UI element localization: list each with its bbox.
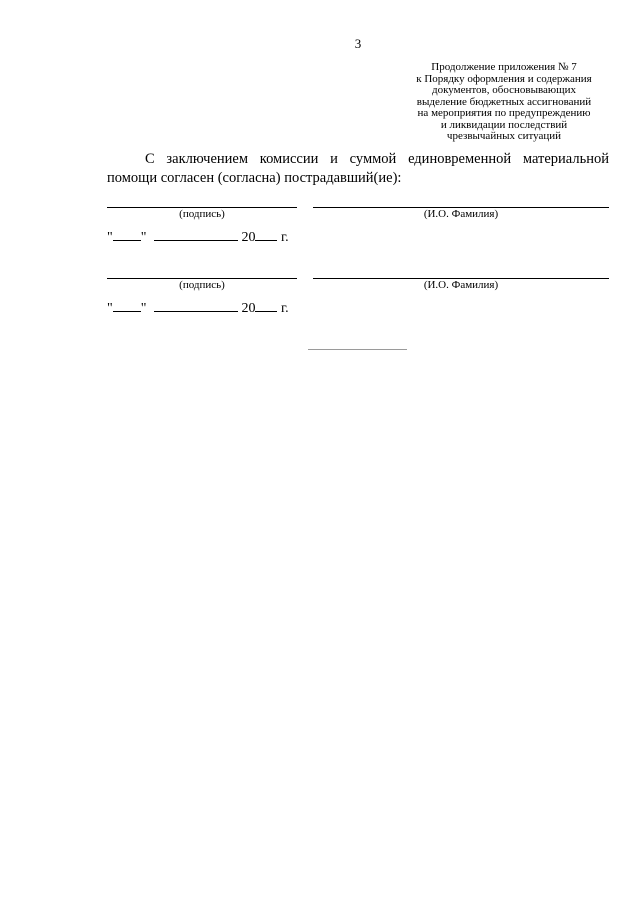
appendix-header-line: выделение бюджетных ассигнований (416, 95, 592, 108)
year-suffix: г. (280, 230, 289, 245)
date-open-quote: " (107, 301, 113, 316)
year-prefix: 20 (241, 301, 256, 316)
appendix-header-line: на мероприятия по предупреждению (417, 107, 591, 119)
signature-caption: (подпись) (179, 208, 225, 220)
day-blank (113, 299, 141, 312)
date-line (107, 228, 289, 246)
statement-paragraph: С заключением комиссии и суммой единовременной материальной помощи согласен (согласна) пострадавший(ие): (107, 151, 609, 186)
signature-caption: (подпись) (179, 279, 225, 291)
appendix-header-line: к Порядку оформления и содержания (416, 72, 592, 85)
end-of-document-rule (308, 349, 407, 350)
name-caption: (И.О. Фамилия) (423, 208, 499, 220)
appendix-header (388, 62, 620, 143)
year-blank (255, 299, 277, 312)
date-open-quote: " (107, 230, 113, 245)
date-close-quote: " (140, 230, 147, 245)
page-number: 3 (354, 36, 362, 51)
month-blank (154, 228, 238, 241)
date-line (107, 299, 289, 317)
appendix-header-line: и ликвидации последствий (440, 118, 568, 131)
appendix-header-line: чрезвычайных ситуаций (446, 130, 562, 142)
year-prefix: 20 (241, 230, 256, 245)
appendix-header-line: Продолжение приложения № 7 (431, 61, 577, 73)
day-blank (113, 228, 141, 241)
year-suffix: г. (280, 301, 289, 316)
appendix-header-line: документов, обосновывающих (432, 84, 576, 96)
date-close-quote: " (140, 301, 147, 316)
year-blank (255, 228, 277, 241)
name-caption: (И.О. Фамилия) (423, 279, 499, 291)
month-blank (154, 299, 238, 312)
